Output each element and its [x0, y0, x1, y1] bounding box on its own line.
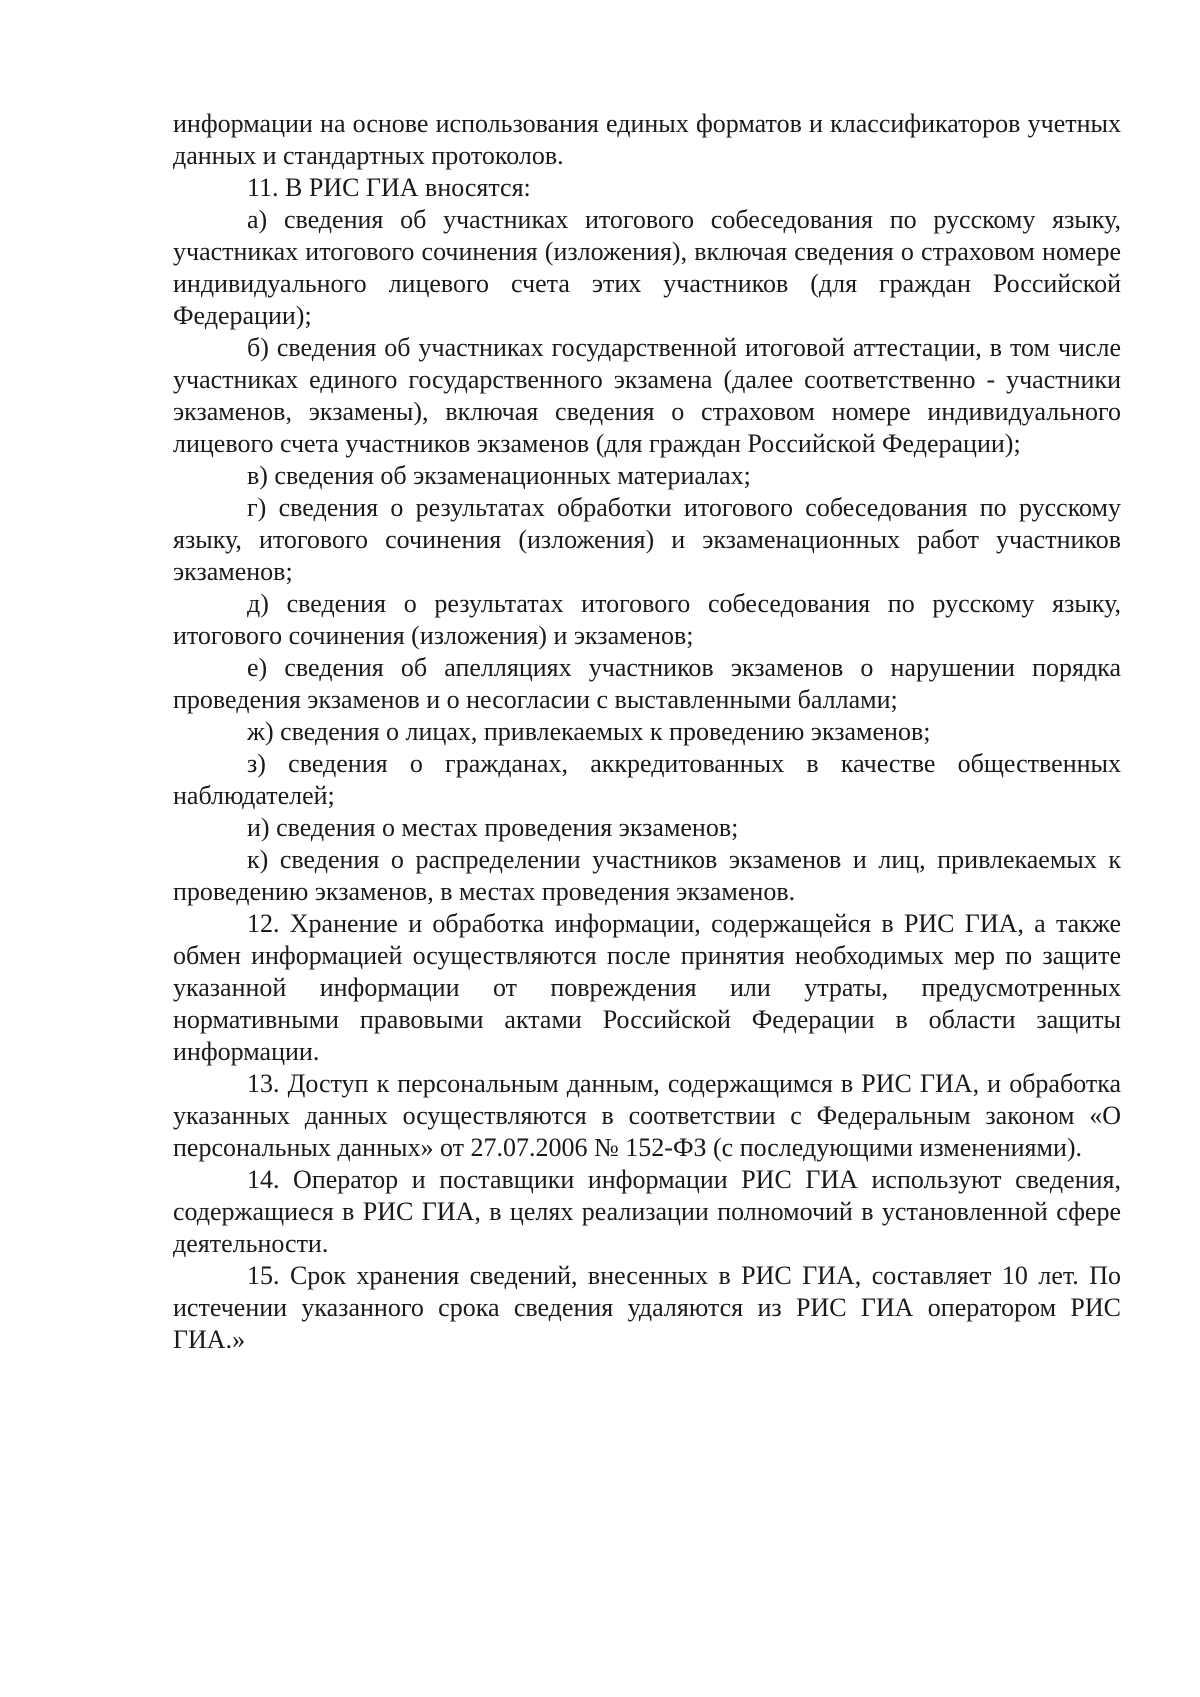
- document-page: [173, 108, 1121, 1356]
- paragraph-subitem-e: е) сведения об апелляциях участников экзаменов о нарушении порядка проведения экзаменов и о несогласии с выставленными баллами;: [173, 653, 1121, 714]
- paragraph-subitem-i: и) сведения о местах проведения экзаменов;: [247, 813, 739, 842]
- paragraph-item-15: 15. Срок хранения сведений, внесенных в РИС ГИА, составляет 10 лет. По истечении указанного срока сведения удаляются из РИС ГИА оператором РИС ГИА.»: [173, 1261, 1121, 1354]
- paragraph-subitem-v: в) сведения об экзаменационных материалах;: [247, 461, 751, 490]
- paragraph-subitem-a: а) сведения об участниках итогового собеседования по русскому языку, участниках итогового сочинения (изложения), включая сведения о страховом номере индивидуального лицевого счета этих участников (для граждан Российской Федерации);: [173, 205, 1121, 330]
- paragraph-item-12: 12. Хранение и обработка информации, содержащейся в РИС ГИА, а также обмен информацией осуществляются после принятия необходимых мер по защите указанной информации от повреждения или утраты, предусмотренных нормативными правовыми актами Российской Федерации в области защиты информации.: [173, 909, 1121, 1066]
- paragraph-continuation: информации на основе использования единых форматов и классификаторов учетных данных и стандартных протоколов.: [173, 109, 1121, 170]
- paragraph-subitem-zh: ж) сведения о лицах, привлекаемых к проведению экзаменов;: [247, 717, 931, 746]
- paragraph-subitem-d: д) сведения о результатах итогового собеседования по русскому языку, итогового сочинения (изложения) и экзаменов;: [173, 589, 1121, 650]
- paragraph-subitem-g: г) сведения о результатах обработки итогового собеседования по русскому языку, итогового сочинения (изложения) и экзаменационных работ участников экзаменов;: [173, 493, 1121, 586]
- paragraph-item-11: 11. В РИС ГИА вносятся:: [247, 173, 531, 202]
- paragraph-item-13: 13. Доступ к персональным данным, содержащимся в РИС ГИА, и обработка указанных данных осуществляются в соответствии с Федеральным законом «О персональных данных» от 27.07.2006 № 152-ФЗ (с последующими изменениями).: [173, 1069, 1121, 1162]
- paragraph-subitem-b: б) сведения об участниках государственной итоговой аттестации, в том числе участниках единого государственного экзамена (далее соответственно - участники экзаменов, экзамены), включая сведения о страховом номере индивидуального лицевого счета участников экзаменов (для граждан Российской Федерации);: [173, 333, 1121, 458]
- paragraph-subitem-z: з) сведения о гражданах, аккредитованных в качестве общественных наблюдателей;: [173, 749, 1121, 810]
- paragraph-item-14: 14. Оператор и поставщики информации РИС ГИА используют сведения, содержащиеся в РИС ГИА, в целях реализации полномочий в установленной сфере деятельности.: [173, 1165, 1121, 1258]
- paragraph-subitem-k: к) сведения о распределении участников экзаменов и лиц, привлекаемых к проведению экзаменов, в местах проведения экзаменов.: [173, 845, 1121, 906]
